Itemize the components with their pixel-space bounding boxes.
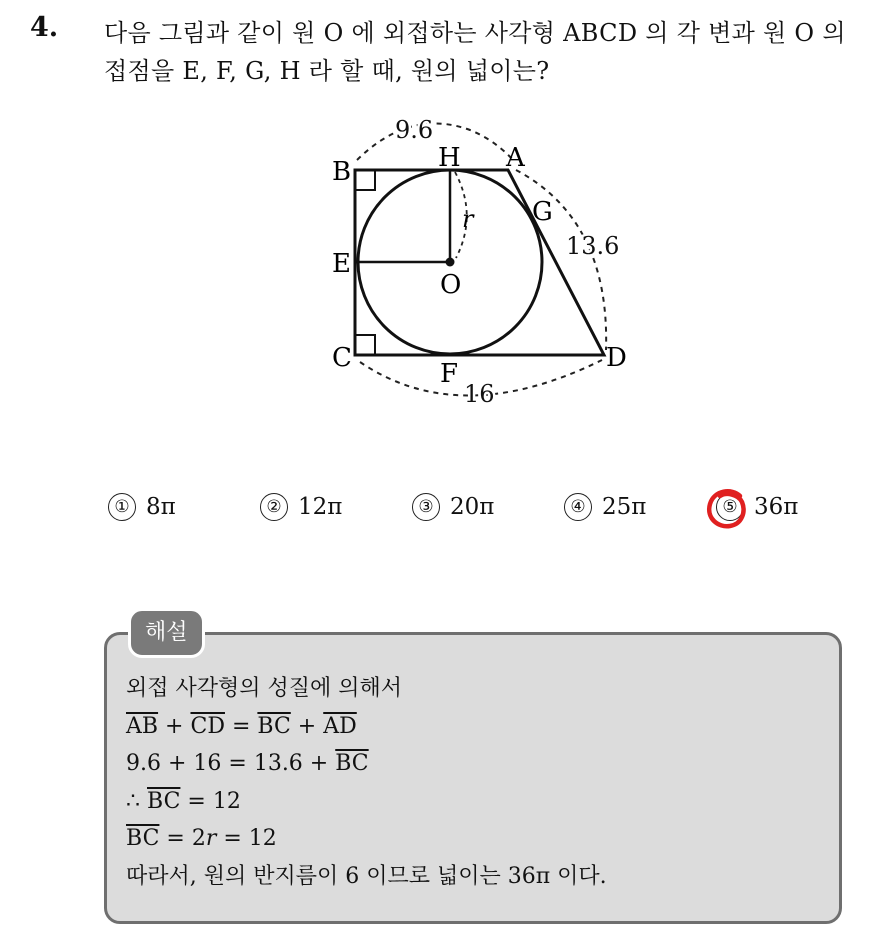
variable-r: r	[205, 826, 217, 851]
choice-value: 36π	[754, 494, 799, 520]
solution-tag: 해설	[128, 608, 205, 658]
choice-value: 8π	[146, 494, 176, 520]
choice-number: ④	[564, 493, 592, 521]
segment-ab: $\overline{AB}$	[126, 713, 159, 739]
choice-value: 20π	[450, 494, 495, 520]
solution-line-5	[126, 820, 607, 858]
segment-bc: $\overline{BC}$	[335, 751, 369, 776]
segment-bc: $\overline{BC}$	[147, 788, 181, 814]
choice-number: ⑤	[716, 493, 744, 521]
label-f: F	[440, 359, 459, 389]
label-g: G	[532, 197, 553, 227]
solution-line-1: 외접 사각형의 성질에 의해서	[126, 676, 403, 701]
equation-text: = 12	[216, 826, 277, 851]
question-number: 4.	[30, 12, 59, 43]
label-r: r	[462, 205, 474, 233]
plus: +	[158, 713, 191, 739]
equation-text: = 2	[159, 826, 206, 851]
length-right: 13.6	[566, 232, 620, 260]
choice-value: 12π	[298, 494, 343, 520]
choice-number: ③	[412, 493, 440, 521]
therefore-symbol: ∴	[126, 788, 147, 814]
plus: +	[290, 713, 324, 739]
segment-bc: $\overline{BC}$	[257, 713, 291, 739]
choice-value: 25π	[602, 494, 647, 520]
answer-mark-circle	[702, 484, 752, 534]
label-a: A	[506, 143, 525, 173]
label-c: C	[332, 343, 352, 373]
label-e: E	[332, 249, 351, 279]
choice-number: ①	[108, 493, 136, 521]
solution-line-4	[126, 783, 607, 821]
label-b: B	[332, 157, 352, 187]
segment-bc: $\overline{BC}$	[126, 826, 160, 851]
segment-cd: $\overline{CD}$	[190, 713, 225, 739]
choice-1[interactable]	[108, 493, 176, 521]
length-top: 9.6	[395, 116, 434, 144]
label-o: O	[440, 270, 462, 300]
right-angle-mark-c	[355, 335, 375, 355]
choice-2[interactable]	[260, 493, 342, 521]
right-angle-mark-b	[355, 170, 375, 190]
dashed-arc-top	[357, 123, 515, 162]
solution-line-2	[126, 708, 607, 746]
segment-ad: $\overline{AD}$	[323, 713, 357, 739]
choice-4[interactable]	[564, 493, 646, 521]
label-d: D	[606, 343, 627, 373]
choice-number: ②	[260, 493, 288, 521]
equals: =	[224, 713, 258, 739]
dashed-arc-right	[516, 170, 606, 350]
solution-line-3	[126, 745, 607, 783]
choice-3[interactable]	[412, 493, 494, 521]
solution-line-6: 따라서, 원의 반지름이 6 이므로 넓이는 36π 이다.	[126, 863, 607, 889]
geometry-figure	[320, 110, 640, 420]
question-text: 다음 그림과 같이 원 O 에 외접하는 사각형 ABCD 의 각 변과 원 O 의 접점을 E, F, G, H 라 할 때, 원의 넓이는?	[104, 19, 846, 85]
solution-body	[126, 670, 607, 895]
equation-text: 9.6 + 16 = 13.6 +	[126, 751, 336, 776]
label-h: H	[438, 143, 461, 173]
equation-text: = 12	[180, 788, 241, 814]
length-bottom: 16	[464, 380, 495, 408]
center-dot-o	[446, 258, 455, 267]
